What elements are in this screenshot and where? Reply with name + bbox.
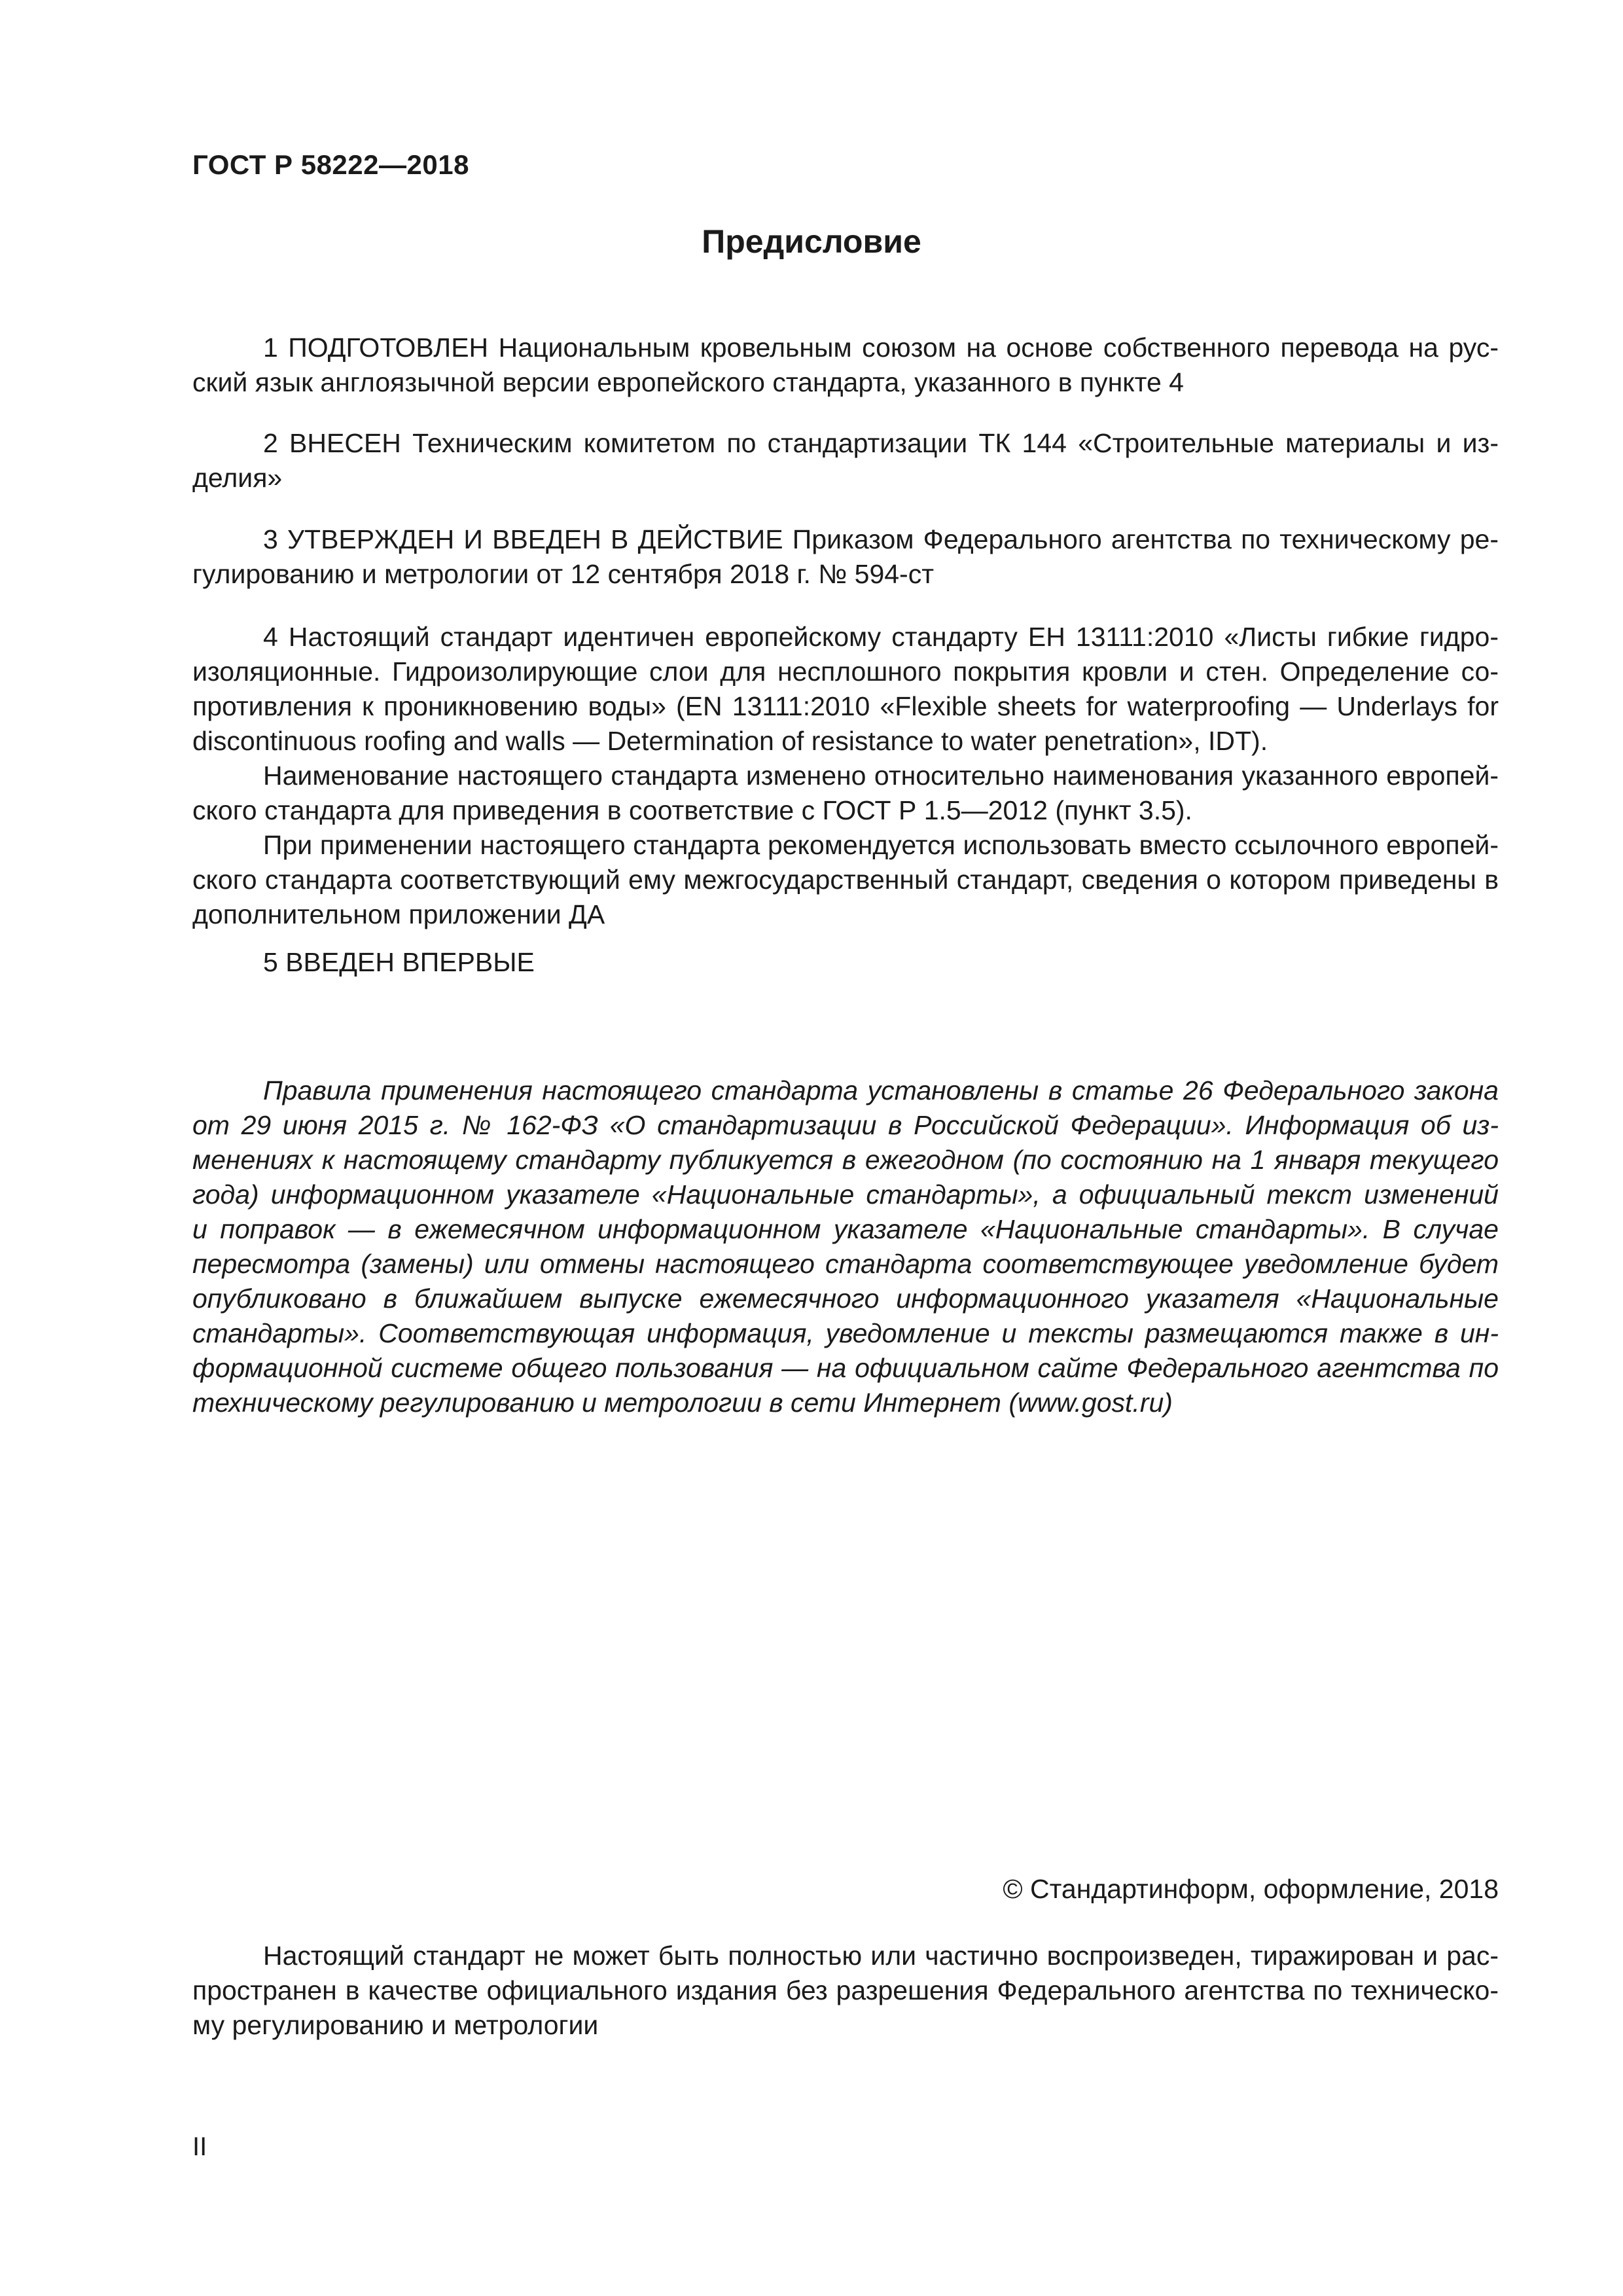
- rules-notice-line-7: опубликовано в ближайшем выпуске ежемесячного информационного указателя «Национальные: [192, 1283, 1499, 1314]
- item-2-line-1: 2 ВНЕСЕН Техническим комитетом по стандартизации ТК 144 «Строительные материалы и из-: [263, 428, 1499, 458]
- foreword-item-4: [192, 620, 1499, 932]
- rules-notice-line-9: формационной системе общего пользования — на официальном сайте Федерального агентства по: [192, 1353, 1499, 1383]
- document-number: ГОСТ Р 58222—2018: [192, 149, 469, 180]
- item-4-p1-line-4: discontinuous roofing and walls — Determination of resistance to water penetration», IDT).: [192, 726, 1268, 756]
- page-title: Предисловие: [702, 223, 921, 260]
- item-4-p3-line-2: ского стандарта соответствующий ему межгосударственный стандарт, сведения о котором приведены в: [192, 865, 1499, 895]
- item-4-p3-line-3: дополнительном приложении ДА: [192, 899, 605, 929]
- foreword-item-3: [192, 522, 1499, 592]
- item-4-p1-line-3: противления к проникновению воды» (EN 13111:2010 «Flexible sheets for waterproofing — Underlays for: [192, 691, 1499, 721]
- foreword-item-1: [192, 331, 1499, 400]
- item-3-line-1: 3 УТВЕРЖДЕН И ВВЕДЕН В ДЕЙСТВИЕ Приказом Федерального агентства по техническому ре-: [263, 524, 1499, 554]
- rules-notice-line-4: года) информационном указателе «Национальные стандарты», а официальный текст изменений: [192, 1179, 1499, 1210]
- rules-notice-line-5: и поправок — в ежемесячном информационном указателе «Национальные стандарты». В случае: [192, 1214, 1499, 1244]
- rules-notice-line-10: техническому регулированию и метрологии в сети Интернет (www.gost.ru): [192, 1388, 1173, 1418]
- reproduction-notice: [192, 1939, 1499, 2043]
- item-4-p3-line-1: При применении настоящего стандарта рекомендуется использовать вместо ссылочного европей-: [263, 830, 1499, 860]
- reproduction-notice-line-2: пространен в качестве официального издания без разрешения Федерального агентства по техническо-: [192, 1975, 1499, 2005]
- item-4-p1-line-1: 4 Настоящий стандарт идентичен европейскому стандарту ЕН 13111:2010 «Листы гибкие гидро-: [263, 622, 1499, 652]
- copyright-text: © Стандартинформ, оформление, 2018: [1003, 1874, 1499, 1904]
- copyright-block: [192, 1872, 1499, 1907]
- item-4-p2-line-1: Наименование настоящего стандарта изменено относительно наименования указанного европей-: [263, 761, 1499, 791]
- item-5-text: 5 ВВЕДЕН ВПЕРВЫЕ: [263, 947, 535, 977]
- item-1-line-2: ский язык англоязычной версии европейского стандарта, указанного в пункте 4: [192, 367, 1184, 397]
- item-4-p1-line-2: изоляционные. Гидроизолирующие слои для несплошного покрытия кровли и стен. Определение со-: [192, 656, 1499, 687]
- rules-notice-line-1: Правила применения настоящего стандарта установлены в статье 26 Федерального закона: [263, 1075, 1499, 1105]
- rules-notice-line-6: пересмотра (замены) или отмены настоящего стандарта соответствующее уведомление будет: [192, 1249, 1499, 1279]
- item-3-line-2: гулированию и метрологии от 12 сентября 2018 г. № 594-ст: [192, 559, 934, 589]
- foreword-item-5: [192, 945, 1499, 980]
- page-number: II: [192, 2132, 207, 2161]
- item-4-p2-line-2: ского стандарта для приведения в соответствие с ГОСТ Р 1.5—2012 (пункт 3.5).: [192, 795, 1192, 825]
- item-1-line-1: 1 ПОДГОТОВЛЕН Национальным кровельным союзом на основе собственного перевода на рус-: [263, 332, 1499, 363]
- foreword-item-2: [192, 426, 1499, 495]
- rules-notice-line-8: стандарты». Соответствующая информация, уведомление и тексты размещаются также в ин-: [192, 1318, 1499, 1348]
- rules-notice-line-3: менениях к настоящему стандарту публикуется в ежегодном (по состоянию на 1 января текущего: [192, 1145, 1499, 1175]
- reproduction-notice-line-1: Настоящий стандарт не может быть полностью или частично воспроизведен, тиражирован и рас-: [263, 1941, 1499, 1971]
- rules-notice-line-2: от 29 июня 2015 г. № 162-ФЗ «О стандартизации в Российской Федерации». Информация об из-: [192, 1110, 1499, 1140]
- rules-notice: [192, 1073, 1499, 1420]
- item-2-line-2: делия»: [192, 463, 283, 493]
- reproduction-notice-line-3: му регулированию и метрологии: [192, 2010, 599, 2040]
